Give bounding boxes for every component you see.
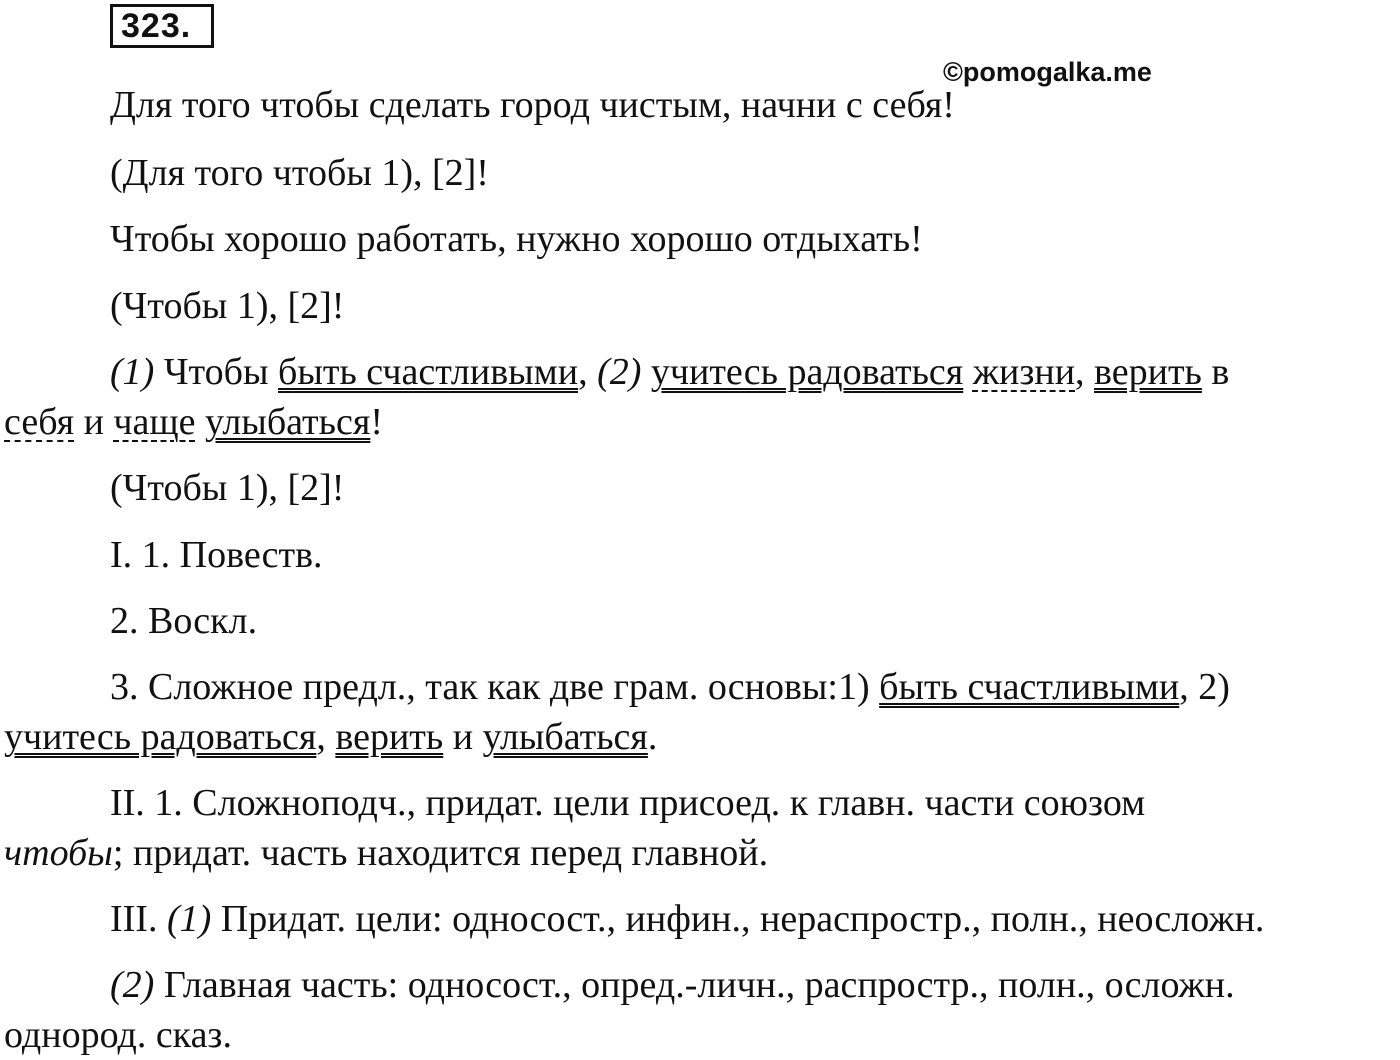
conjunction: чтобы	[4, 832, 113, 874]
word: и	[443, 716, 483, 758]
predicate-2: учитесь радоваться	[650, 351, 964, 393]
predicate-4: улыбаться	[205, 401, 371, 443]
sentence-1-scheme: (Для того чтобы 1), [2]!	[110, 152, 489, 194]
punct: !	[370, 401, 383, 443]
text: Главная часть: односост., опред.-личн., распростр., полн., осложн.	[154, 964, 1235, 1006]
analysis-item-2: 2. Воскл.	[110, 600, 258, 642]
analysis-main-line-2: однород. сказ.	[4, 1014, 232, 1056]
base-1: быть счастливыми	[879, 666, 1180, 708]
text: 3. Сложное предл., так как две грам. основы:1)	[110, 666, 880, 708]
object-1: жизни	[972, 351, 1076, 393]
word: Чтобы	[154, 351, 278, 393]
sentence-2-scheme: (Чтобы 1), [2]!	[110, 285, 345, 327]
text: ; придат. часть находится перед главной.	[112, 832, 769, 874]
clause-number-1: (1)	[110, 351, 155, 393]
sentence-3-line-2	[4, 397, 383, 447]
predicate-3: верить	[1094, 351, 1202, 393]
analysis-item-1: I. 1. Повеств.	[110, 534, 323, 576]
sentence-2: Чтобы хорошо работать, нужно хорошо отдыхать!	[110, 218, 923, 260]
text: Придат. цели: односост., инфин., нераспростр., полн., неосложн.	[211, 898, 1265, 940]
punct: .	[647, 716, 658, 758]
clause-number: (2)	[110, 964, 155, 1006]
clause-number: (1)	[166, 898, 212, 940]
base-2c: улыбаться	[482, 716, 648, 758]
exercise-number: 323.	[110, 4, 214, 48]
punct: ,	[1075, 351, 1085, 393]
sentence-3-scheme: (Чтобы 1), [2]!	[110, 467, 345, 509]
text: III.	[110, 898, 167, 940]
sentence-1: Для того чтобы сделать город чистым, начни с себя!	[110, 84, 955, 126]
punct: ,	[316, 716, 336, 758]
analysis-III	[110, 894, 1264, 944]
watermark: ©pomogalka.me	[943, 57, 1152, 87]
sentence-3-line-1	[110, 347, 1229, 397]
predicate-1: быть счастливыми	[277, 351, 579, 393]
word: и	[74, 401, 114, 443]
base-2b: верить	[335, 716, 444, 758]
analysis-item-3-line-1	[110, 662, 1230, 712]
analysis-II-line-2	[4, 828, 768, 878]
clause-number-2: (2)	[597, 351, 642, 393]
analysis-II-line-1: II. 1. Сложноподч., придат. цели присоед. к главн. части союзом	[110, 782, 1146, 824]
analysis-main-line-1	[110, 960, 1235, 1010]
word: в	[1201, 351, 1230, 393]
object-2: себя	[4, 401, 75, 443]
analysis-item-3-line-2	[4, 712, 657, 762]
text: , 2)	[1179, 666, 1230, 708]
punct: ,	[578, 351, 588, 393]
adverbial: чаще	[113, 401, 196, 443]
base-2a: учитесь радоваться	[4, 716, 317, 758]
